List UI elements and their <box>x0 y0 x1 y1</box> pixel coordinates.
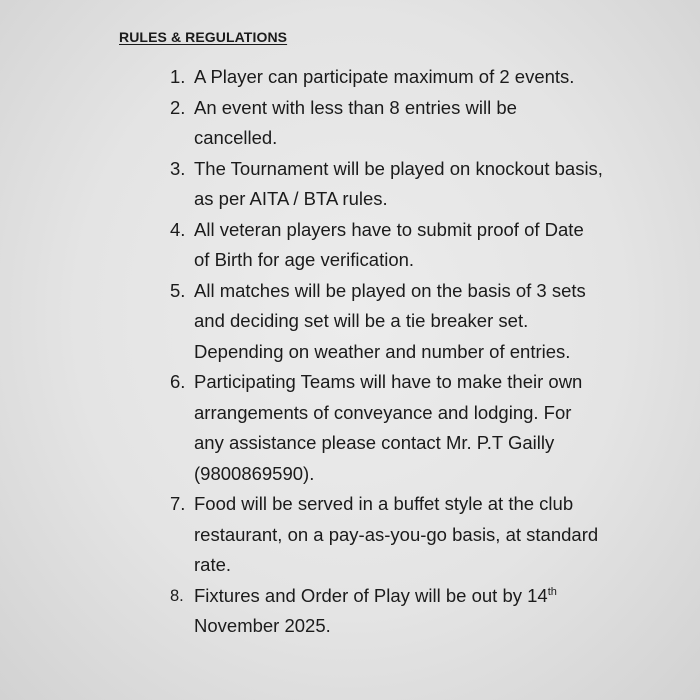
rule-item-5 <box>170 276 690 368</box>
rules-list <box>170 62 690 642</box>
rule-item-6 <box>170 367 690 489</box>
ordinal-suffix: th <box>547 585 557 598</box>
rule-text-end: November 2025. <box>194 615 331 636</box>
rule-text: All veteran players have to submit proof of Date of Birth for age verification. <box>194 218 584 270</box>
rule-item-4 <box>170 215 690 276</box>
page-title: RULES & REGULATIONS <box>119 29 288 45</box>
rule-text: The Tournament will be played on knockout basis, as per AITA / BTA rules. <box>194 157 603 209</box>
rule-number: 3. <box>170 157 186 179</box>
rule-text: An event with less than 8 entries will be cancelled. <box>194 96 517 148</box>
rule-text: A Player can participate maximum of 2 events. <box>194 66 575 87</box>
rule-item-8 <box>170 581 690 642</box>
rule-item-3 <box>170 154 690 215</box>
rule-number: 2. <box>170 96 186 118</box>
rule-number: 5. <box>170 279 186 301</box>
rule-text-start: Fixtures and Order of Play will be out by 14 <box>194 584 548 606</box>
rule-number: 4. <box>170 218 186 240</box>
rule-item-7 <box>170 489 690 581</box>
rule-text: All matches will be played on the basis of 3 sets and deciding set will be a tie breaker set. Depending on weather and number of entries. <box>194 279 586 362</box>
rule-item-2 <box>170 93 690 154</box>
rule-number: 6. <box>170 371 186 392</box>
rule-number: 8. <box>170 586 184 605</box>
rule-text <box>194 581 604 642</box>
rule-text: Food will be served in a buffet style at the club restaurant, on a pay-as-you-go basis, at standard rate. <box>194 493 599 575</box>
rule-number: 1. <box>170 66 186 87</box>
rule-text: Participating Teams will have to make their own arrangements of conveyance and lodging. For any assistance please contact Mr. P.T Gailly (9800869590). <box>194 371 583 484</box>
rule-item-1 <box>170 62 690 93</box>
rule-number: 7. <box>170 493 186 514</box>
